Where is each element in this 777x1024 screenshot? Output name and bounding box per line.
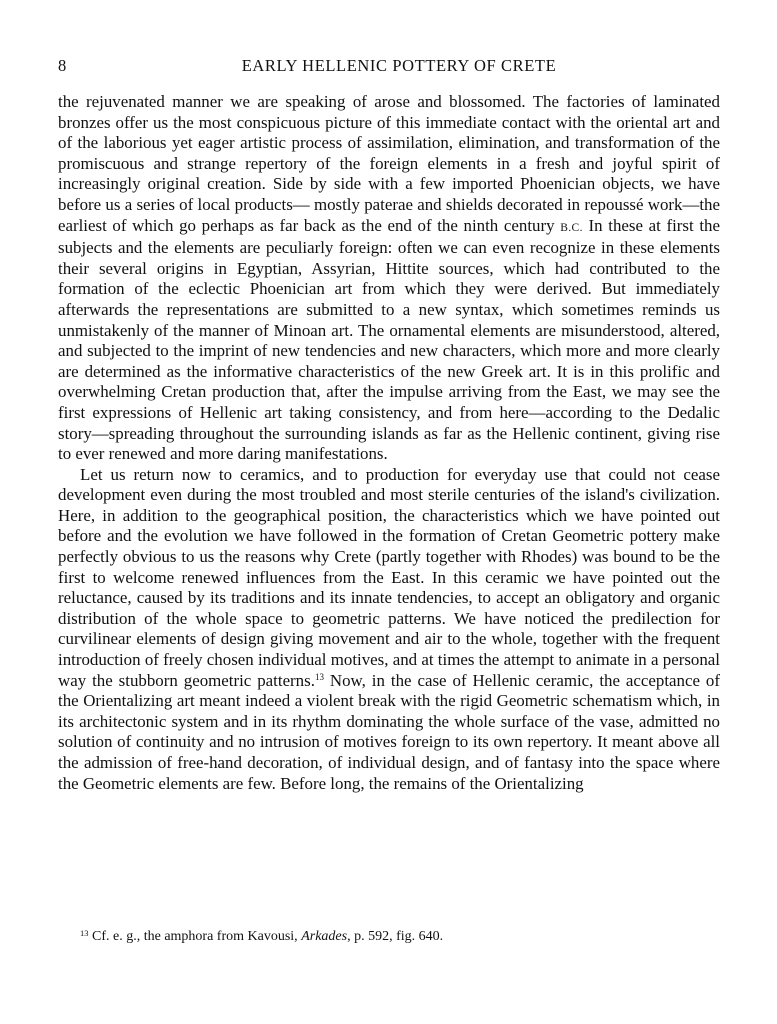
footnote-text-before: Cf. e. g., the amphora from Kavousi, (88, 929, 302, 944)
paragraph-2-text-b: Now, in the case of Hellenic ceramic, the acceptance of the Orientalizing art meant indeed a violent break with the rigid Geometric schematism which, in its architectonic system and in its rhythm dominating the whole surface of the vase, admitted no solution of continuity and no intrusion of motives foreign to its own repertory. It meant above all the admission of free-hand decoration, of individual design, and of fantasy into the space where the Geometric elements are few. Before long, the remains of the Orientalizing (58, 670, 720, 793)
page-number: 8 (58, 56, 67, 75)
book-page (58, 56, 720, 794)
running-title: EARLY HELLENIC POTTERY OF CRETE (241, 56, 557, 75)
footnote-text-after: , p. 592, fig. 640. (347, 929, 444, 944)
body-text (58, 92, 720, 794)
footnote-work-title: Arkades (301, 929, 348, 944)
era-abbreviation: B.C. (560, 221, 583, 234)
paragraph-1-text-a: the rejuvenated manner we are speaking of arose and blossomed. The factories of laminated bronzes offer us the most conspicuous picture of this immediate contact with the oriental art and of the laborious yet eager artistic process of assimilation, elimination, and transformation of the promiscuous and strange repertory of the foreign elements in a fresh and joyful spirit of increasingly original creation. Side by side with a few imported Phoenician objects, we have before us a series of local products— mostly paterae and shields decorated in repoussé work—the earliest of which go perhaps as far back as the end of the ninth century (58, 92, 720, 235)
paragraph-2 (58, 465, 720, 795)
paragraph-1 (58, 92, 720, 465)
paragraph-1-text-b: In these at first the subjects and the elements are peculiarly foreign: often we can even recognize in these elements their several origins in Egyptian, Assyrian, Hittite sources, which had contributed to the formation of the eclectic Phoenician art from which they were derived. But immediately afterwards the representations are submitted to a new syntax, which sometimes reminds us unmistakenly of the manner of Minoan art. The ornamental elements are misunderstood, altered, and subjected to the imprint of new tendencies and new characters, which more and more clearly are determined as the informative characteristics of the new Greek art. It is in this prolific and overwhelming Cretan production that, after the impulse arriving from the East, we may see the first expressions of Hellenic art taking consistency, and from here—according to the Dedalic story—spreading throughout the surrounding islands as far as the Hellenic continent, giving rise to ever renewed and more daring manifestations. (58, 215, 720, 464)
footnote (80, 928, 443, 946)
page-header (58, 56, 720, 80)
paragraph-2-text-a: Let us return now to ceramics, and to production for everyday use that could not cease development even during the most troubled and most sterile centuries of the island's civilization. Here, in addition to the geographical position, the characteristics which we have pointed out before and the evolution we have followed in the formation of Cretan Geometric pottery make perfectly obvious to us the reasons why Crete (partly together with Rhodes) was bound to be the first to welcome renewed influences from the East. In this ceramic we have pointed out the reluctance, caused by its traditions and its innate tendencies, to accept an obligatory and organic distribution of the whole space to geometric patterns. We have noticed the predilection for curvilinear elements of design giving movement and air to the whole, together with the frequent introduction of freely chosen individual motives, and at times the attempt to animate in a personal way the stubborn geometric patterns. (58, 464, 720, 690)
footnote-number: 13 (80, 928, 89, 938)
footnote-reference: 13 (314, 671, 324, 682)
